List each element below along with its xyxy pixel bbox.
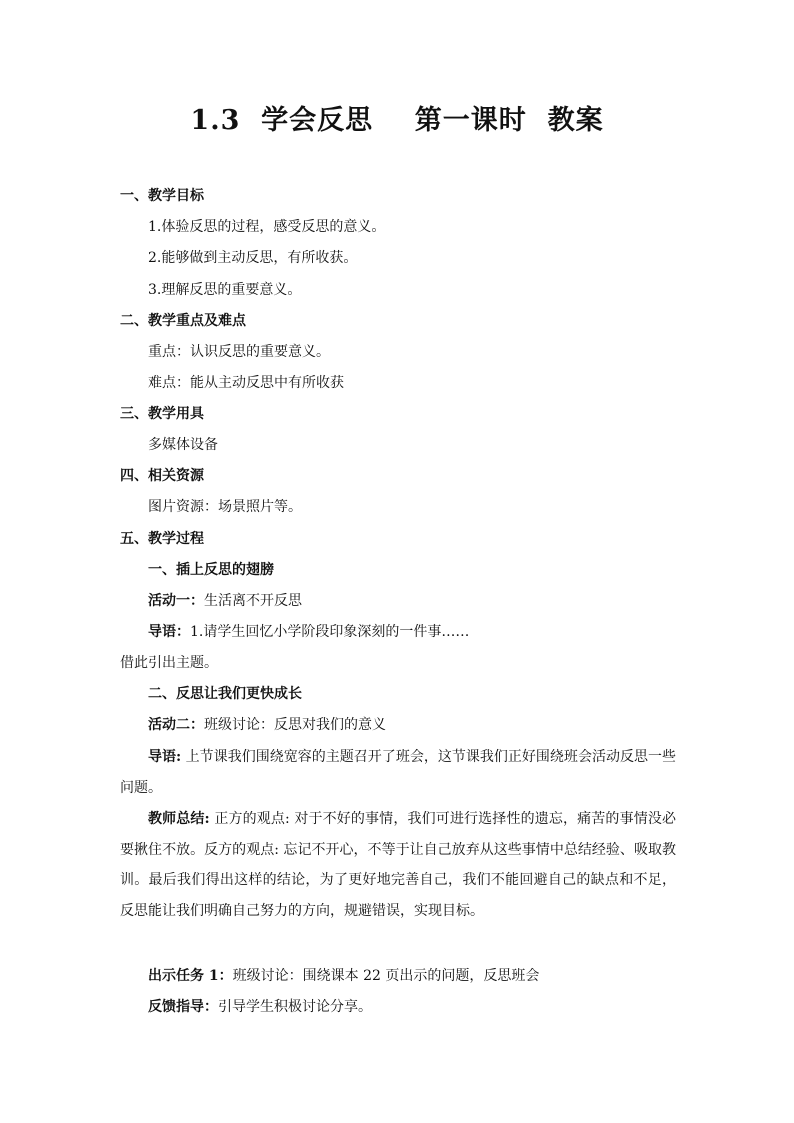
section-heading-process: 五、教学过程 <box>120 531 204 547</box>
task-label: 出示任务 1： <box>148 968 233 984</box>
activity-line <box>148 715 386 735</box>
section-heading-resources: 四、相关资源 <box>120 468 204 484</box>
guide-continuation: 借此引出主题。 <box>120 655 218 671</box>
section-heading-objectives: 一、教学目标 <box>120 188 204 204</box>
summary-text: 正方的观点: 对于不好的事情，我们可进行选择性的遗忘，痛苦的事情没必要揪住不放。反方的观点: 忘记不开心，不等于让自己放弃从这些事情中总结经验、吸取教训。最后我们得出这样的结论，为了更好地完善自己，我们不能回避自己的缺点和不足，反思能让我们明确自己努力的方向，规避错误，实现目标。 <box>120 811 676 919</box>
task-text: 班级讨论：围绕课本 22 页出示的问题，反思班会 <box>232 968 540 984</box>
page-title: 1.3 学会反思 第一课时 教案 <box>190 105 604 136</box>
resource-item: 图片资源：场景照片等。 <box>148 499 302 515</box>
summary-paragraph <box>120 804 676 926</box>
process-part-heading: 一、插上反思的翅膀 <box>148 562 274 578</box>
process-part-heading: 二、反思让我们更快成长 <box>148 686 302 702</box>
guide-label: 导语: <box>148 749 182 765</box>
activity-text: 生活离不开反思 <box>204 593 302 609</box>
task-line <box>148 966 539 986</box>
feedback-line <box>148 997 372 1017</box>
activity-label: 活动一： <box>148 593 204 609</box>
difficulty-item: 难点：能从主动反思中有所收获 <box>148 375 344 391</box>
feedback-text: 引导学生积极讨论分享。 <box>218 999 372 1015</box>
activity-line <box>148 591 302 611</box>
guide-line <box>148 622 469 642</box>
objective-item: 3.理解反思的重要意义。 <box>148 282 302 298</box>
key-point-item: 重点：认识反思的重要意义。 <box>148 344 330 360</box>
objective-item: 1.体验反思的过程，感受反思的意义。 <box>148 219 386 235</box>
tool-item: 多媒体设备 <box>148 437 218 453</box>
activity-text: 班级讨论：反思对我们的意义 <box>204 717 386 733</box>
guide-text: 1.请学生回忆小学阶段印象深刻的一件事…… <box>190 624 470 640</box>
section-heading-key-points: 二、教学重点及难点 <box>120 313 246 329</box>
guide-paragraph <box>120 742 676 803</box>
summary-label: 教师总结: <box>148 811 210 827</box>
activity-label: 活动二： <box>148 717 204 733</box>
guide-label: 导语： <box>148 624 190 640</box>
section-heading-tools: 三、教学用具 <box>120 406 204 422</box>
objective-item: 2.能够做到主动反思，有所收获。 <box>148 250 358 266</box>
feedback-label: 反馈指导： <box>148 999 218 1015</box>
guide-text: 上节课我们围绕宽容的主题召开了班会，这节课我们正好围绕班会活动反思一些问题。 <box>120 749 677 796</box>
